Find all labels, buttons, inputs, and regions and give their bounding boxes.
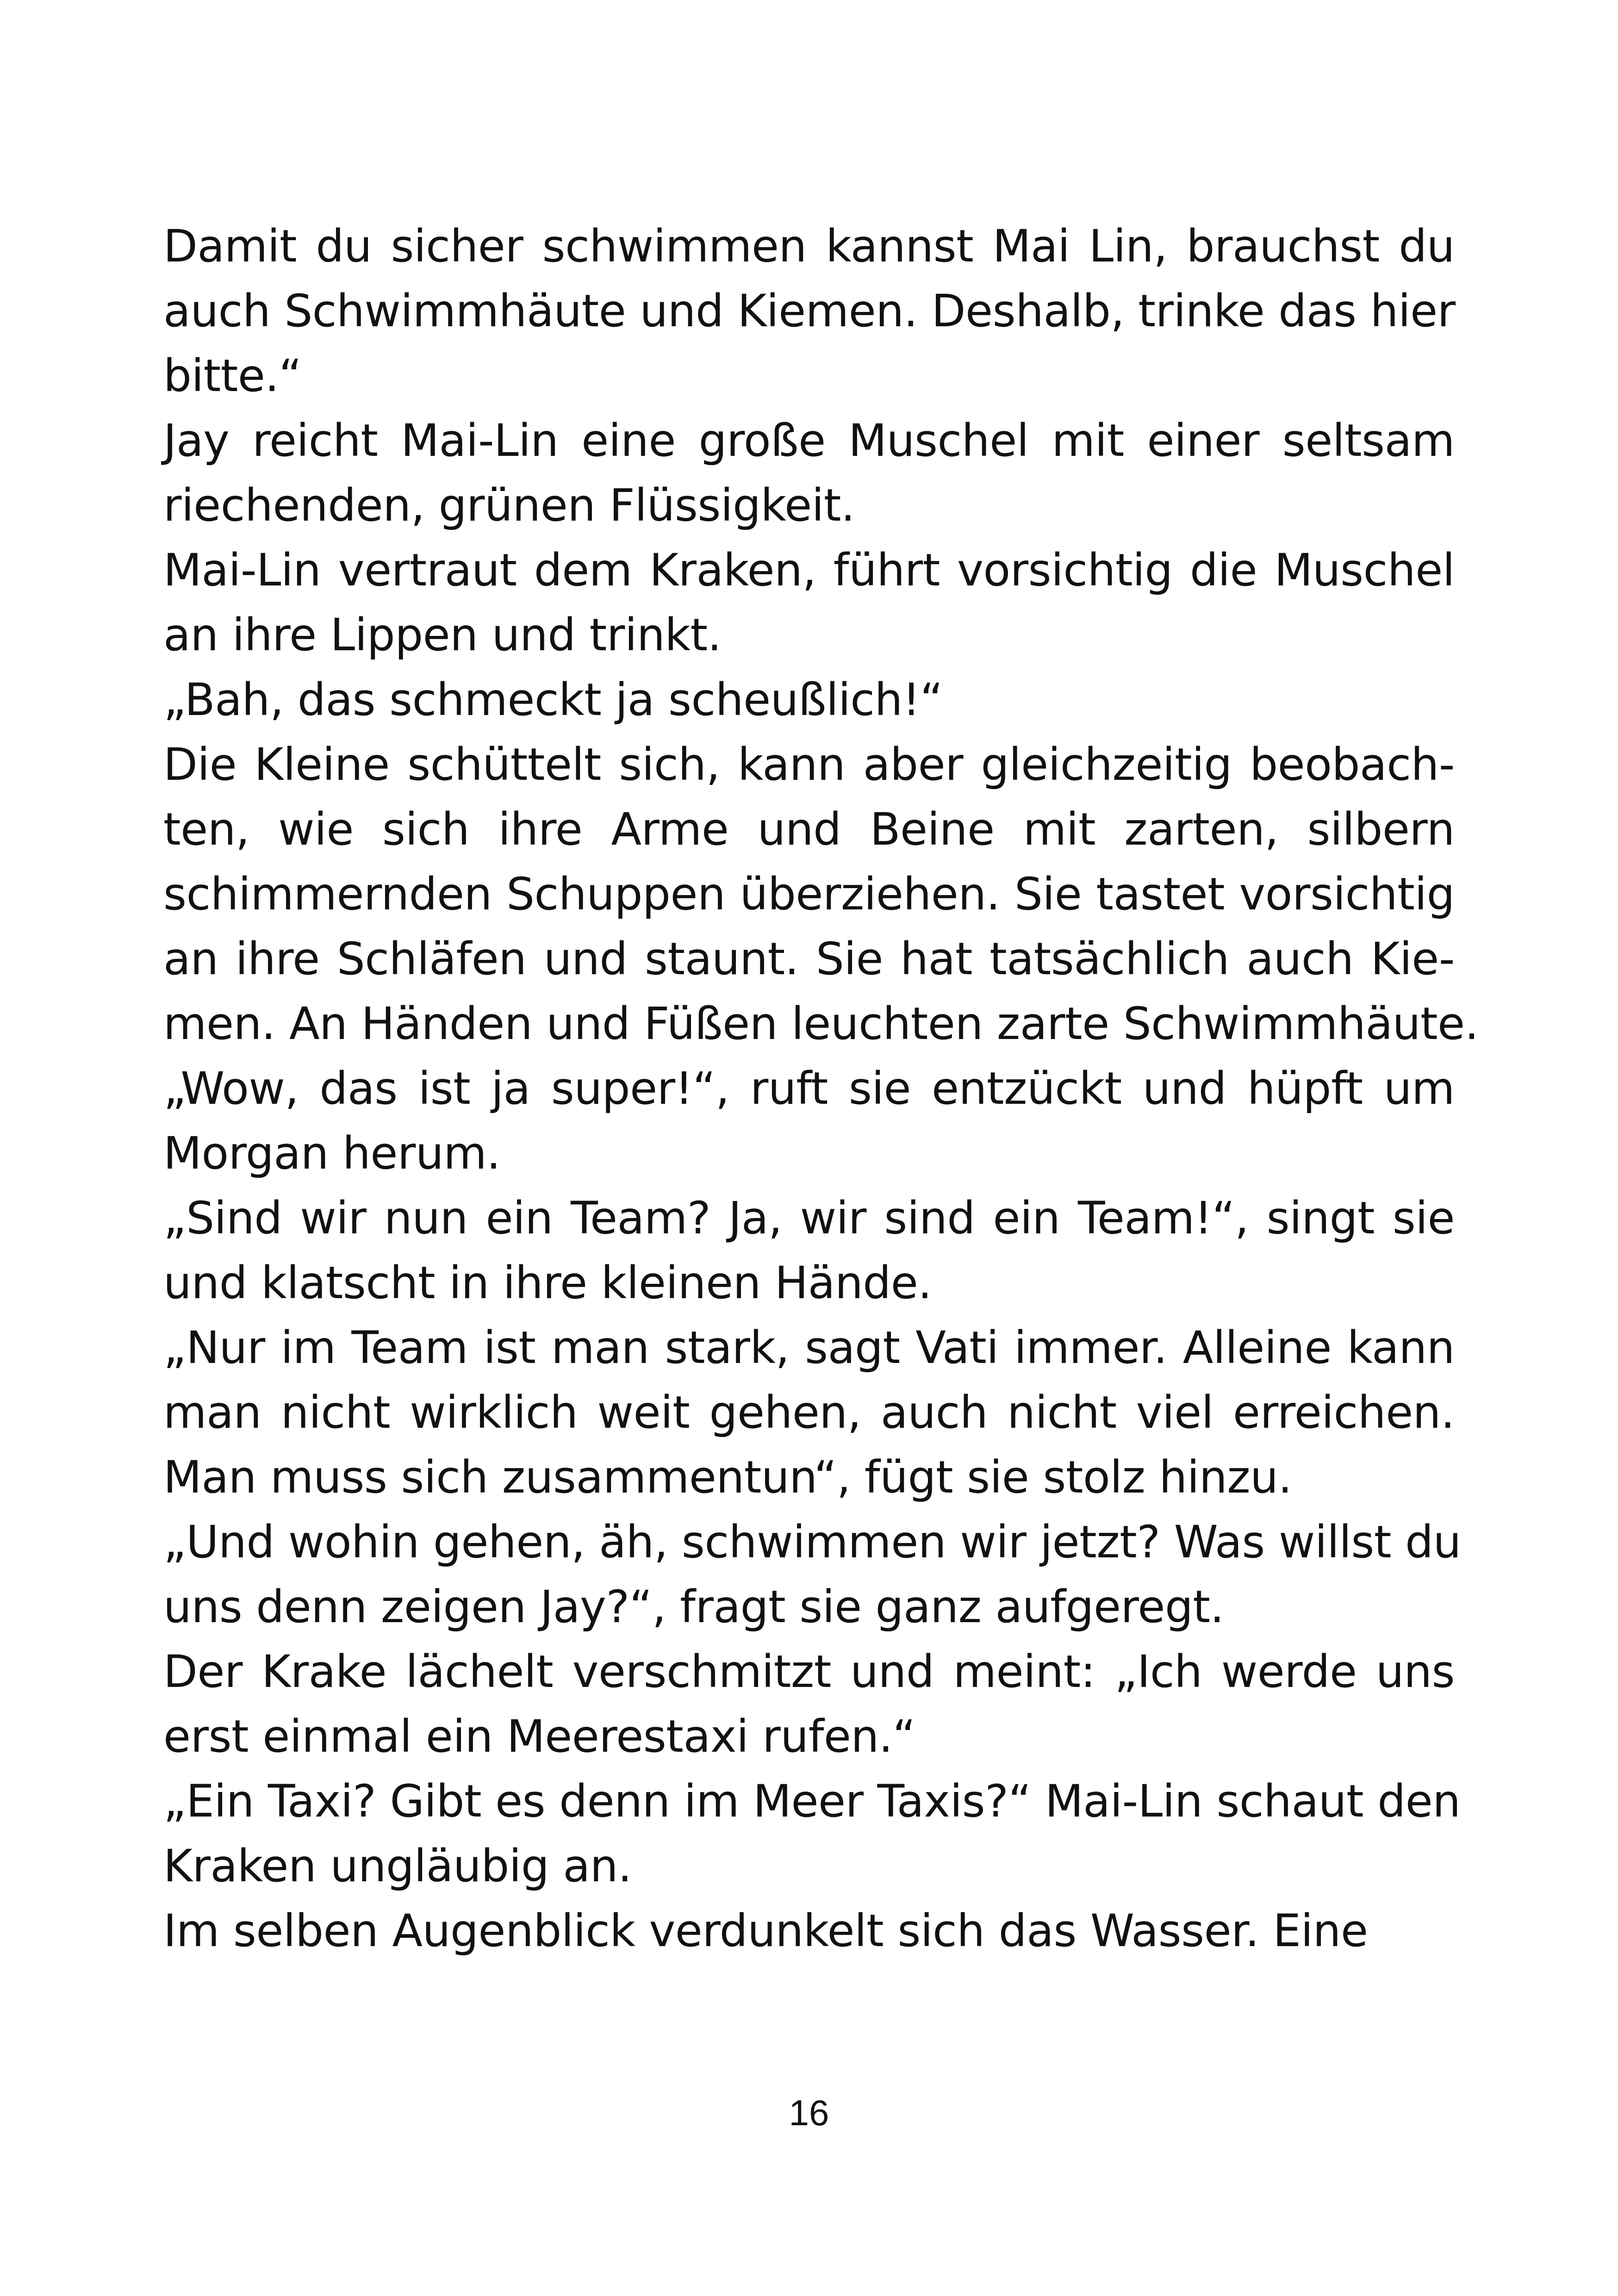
text-line: uns denn zeigen Jay?“, fragt sie ganz aufgeregt.: [163, 1581, 1224, 1633]
text-line: „Nur im Team ist man stark, sagt Vati immer. Alleine kann: [163, 1322, 1455, 1374]
text-line: „Bah, das schmeckt ja scheußlich!“: [163, 674, 943, 726]
text-line: Im selben Augenblick verdunkelt sich das Wasser. Eine: [163, 1905, 1368, 1957]
text-line: Mai-Lin vertraut dem Kraken, führt vorsichtig die Muschel: [163, 544, 1455, 596]
text-line: Jay reicht Mai-Lin eine große Muschel mit einer seltsam: [163, 415, 1455, 467]
text-line: an ihre Lippen und trinkt.: [163, 609, 722, 661]
text-line: ten, wie sich ihre Arme und Beine mit zarten, silbern: [163, 803, 1455, 855]
text-line: Morgan herum.: [163, 1127, 501, 1179]
text-line: Die Kleine schüttelt sich, kann aber gleichzeitig beobach-: [163, 739, 1455, 790]
page-number: 16: [789, 2092, 829, 2133]
text-line: riechenden, grünen Flüssigkeit.: [163, 479, 855, 531]
text-line: „Und wohin gehen, äh, schwimmen wir jetzt? Was willst du: [163, 1516, 1461, 1568]
text-line: „Wow, das ist ja super!“, ruft sie entzückt und hüpft um: [163, 1063, 1455, 1114]
text-line: Kraken ungläubig an.: [163, 1840, 632, 1892]
text-line: Der Krake lächelt verschmitzt und meint: „Ich werde uns: [163, 1646, 1455, 1698]
text-line: „Ein Taxi? Gibt es denn im Meer Taxis?“ Mai-Lin schaut den: [163, 1775, 1461, 1827]
text-line: Man muss sich zusammentun“, fügt sie stolz hinzu.: [163, 1451, 1292, 1503]
text-line: man nicht wirklich weit gehen, auch nicht viel erreichen.: [163, 1387, 1455, 1438]
text-line: und klatscht in ihre kleinen Hände.: [163, 1257, 932, 1309]
story-text: [163, 214, 1479, 1963]
text-line: auch Schwimmhäute und Kiemen. Deshalb, trinke das hier: [163, 285, 1456, 337]
text-line: schimmernden Schuppen überziehen. Sie tastet vorsichtig: [163, 868, 1455, 920]
text-line: men. An Händen und Füßen leuchten zarte Schwimmhäute.: [163, 998, 1479, 1050]
text-line: „Sind wir nun ein Team? Ja, wir sind ein Team!“, singt sie: [163, 1192, 1455, 1244]
text-line: Damit du sicher schwimmen kannst Mai Lin, brauchst du: [163, 220, 1455, 272]
text-line: bitte.“: [163, 350, 302, 402]
text-line: erst einmal ein Meerestaxi rufen.“: [163, 1711, 916, 1762]
text-line: an ihre Schläfen und staunt. Sie hat tatsächlich auch Kie-: [163, 933, 1455, 985]
